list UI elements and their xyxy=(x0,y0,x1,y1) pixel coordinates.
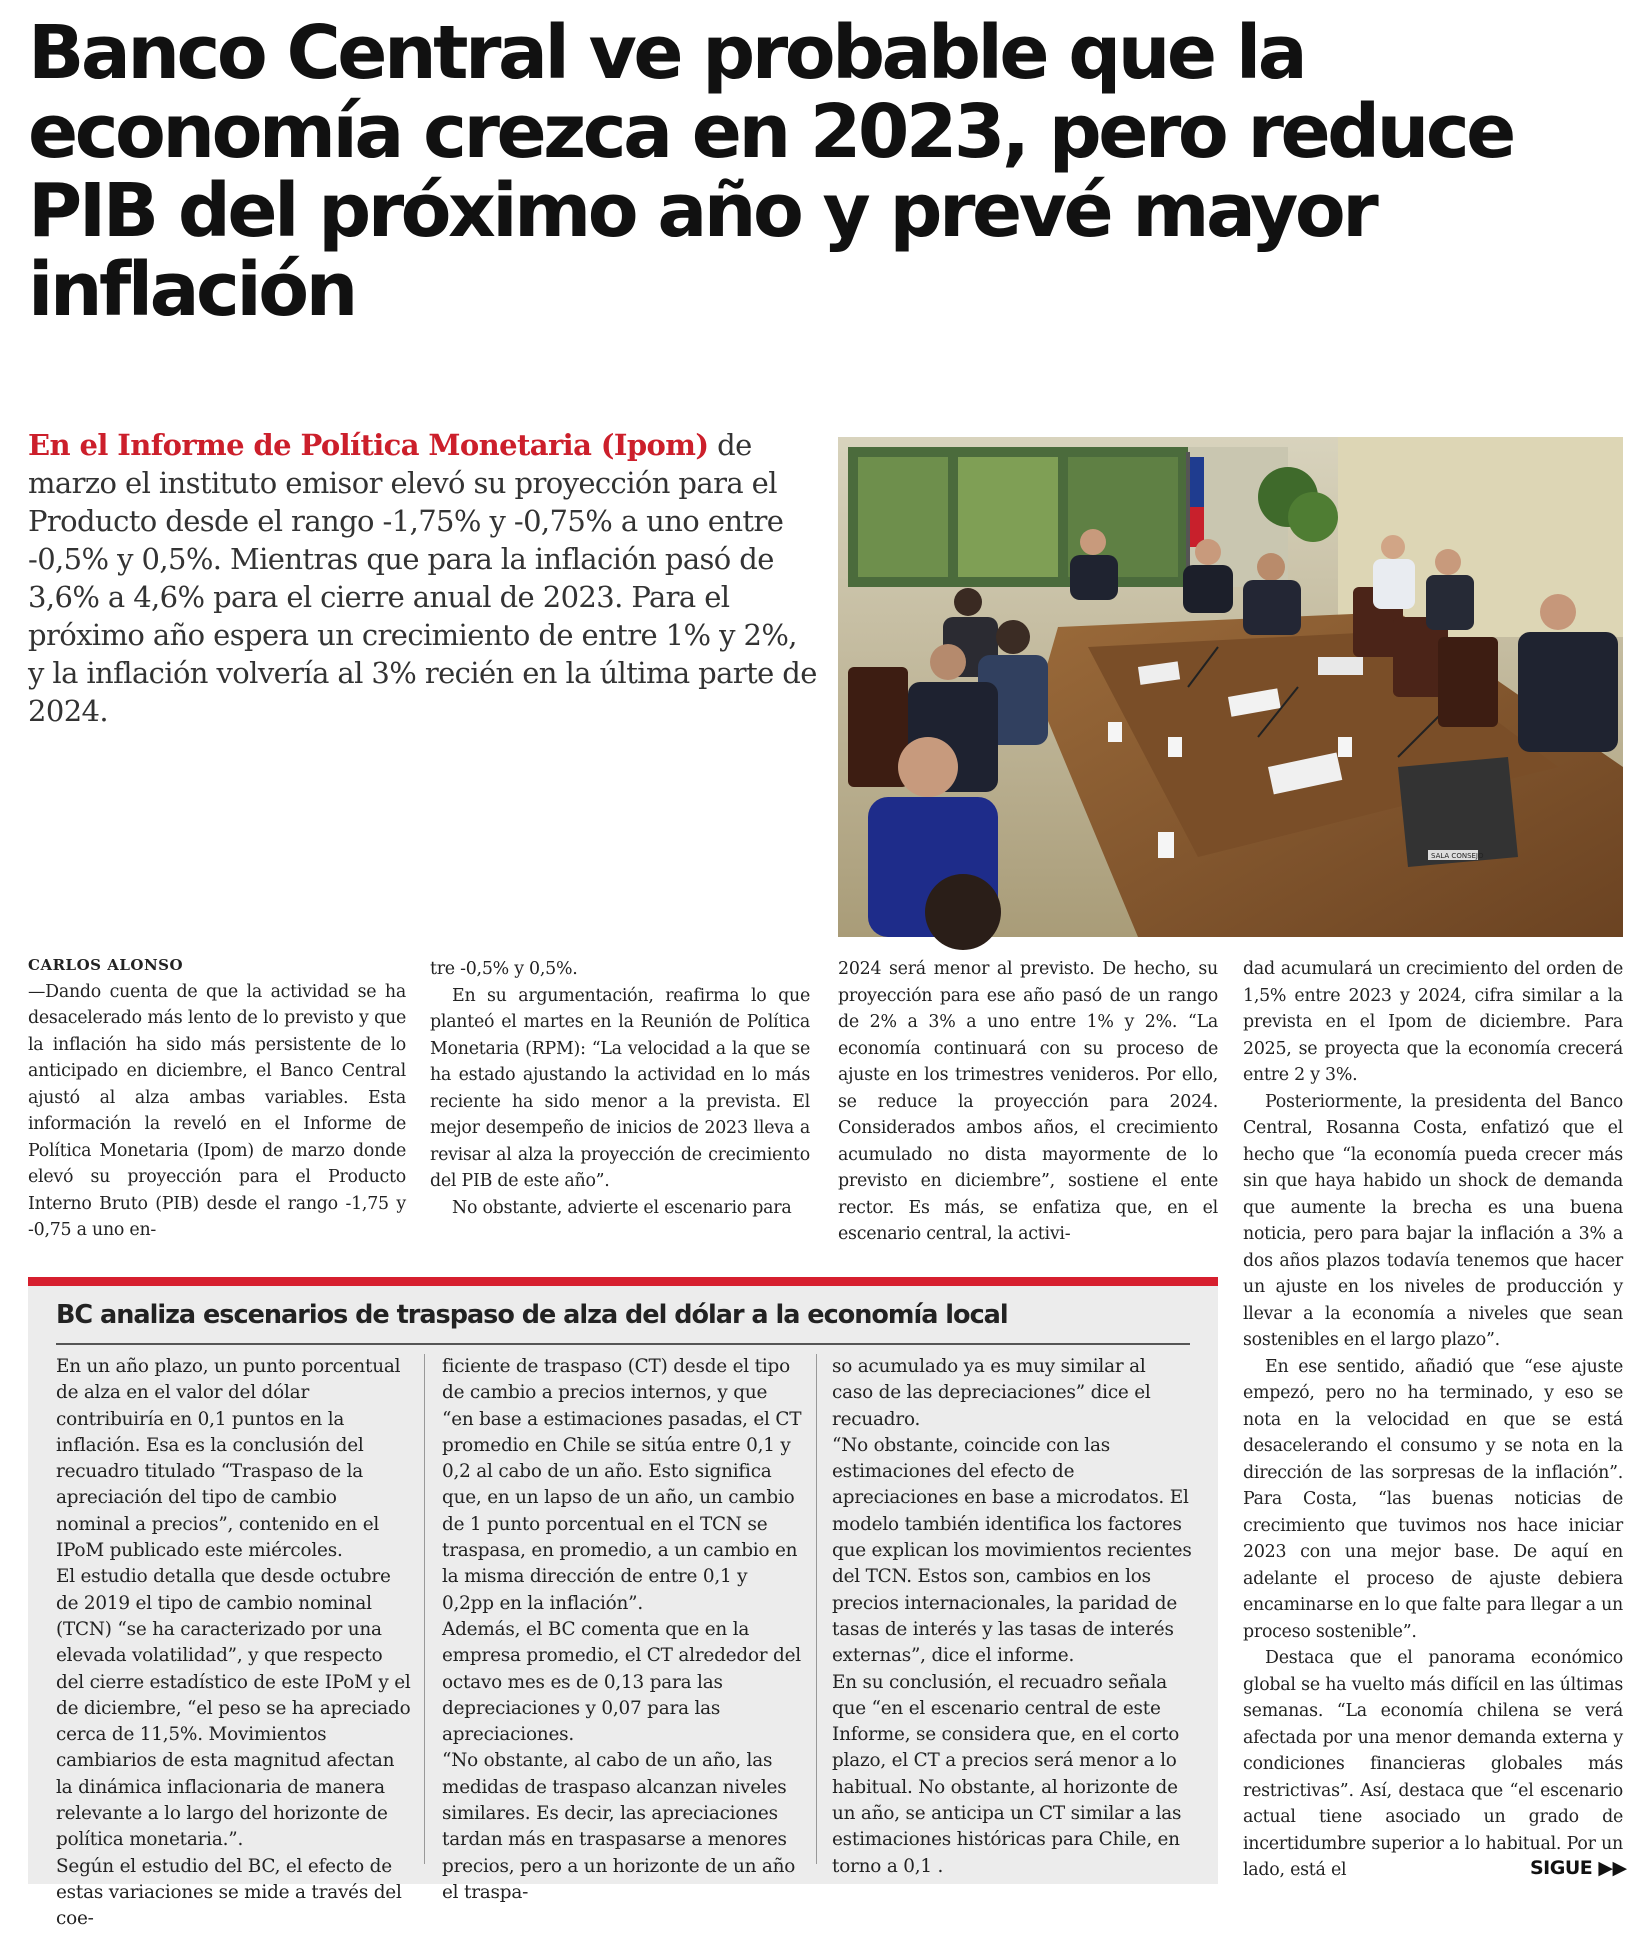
lead-highlight: En el Informe de Política Monetaria (Ipom) xyxy=(28,428,709,462)
sidebar-paragraph: Según el estudio del BC, el efecto de estas variaciones se mide a través del coe- xyxy=(56,1855,402,1930)
column-separator xyxy=(816,1354,817,1864)
article-paragraph: —Dando cuenta de que la actividad se ha desacelerado más lento de lo previsto y que la inflación ha sido más persistente de lo anticipado en diciembre, el Banco Central ajustó al alza ambas variables. Esta información la reveló en el Informe de Política Monetaria (Ipom) de marzo donde elevó su proyección para el Producto Interno Bruto (PIB) desde el rango -1,75 y -0,75 a uno en- xyxy=(28,981,406,1240)
article-paragraph: No obstante, advierte el escenario para xyxy=(452,1197,792,1218)
sidebar-box-divider xyxy=(56,1343,1190,1345)
sidebar-box-column-1 xyxy=(56,1354,412,1933)
sidebar-paragraph: El estudio detalla que desde octubre de 2019 el tipo de cambio nominal (TCN) “se ha caracterizado por una elevada volatilidad”, y que respecto del cierre estadístico de este IPoM y el de diciembre, “el peso se ha apreciado cerca de 11,5%. Movimientos cambiarios de esta magnitud afectan la dinámica inflacionaria de manera relevante a lo largo del horizonte de política monetaria.”. xyxy=(56,1566,411,1851)
article-paragraph: Posteriormente, la presidenta del Banco Central, Rosanna Costa, enfatizó que el hecho que “la economía pueda crecer más sin que haya habido un shock de demanda que aumente la brecha es una buena noticia, pero para bajar la inflación a 3% a dos años plazos todavía tenemos que hacer un ajuste en los niveles de producción y llevar a la economía a niveles que sean sostenibles en el largo plazo”. xyxy=(1243,1091,1623,1350)
sidebar-paragraph: Además, el BC comenta que en la empresa promedio, el CT alrededor del octavo mes es de 0,13 para las depreciaciones y 0,07 para las apreciaciones. xyxy=(442,1618,801,1746)
sidebar-paragraph: ficiente de traspaso (CT) desde el tipo de cambio a precios internos, y que “en base a estimaciones pasadas, el CT promedio en Chile se sitúa entre 0,1 y 0,2 al cabo de un año. Esto significa que, en un lapso de un año, un cambio de 1 punto porcentual en el TCN se traspasa, en promedio, a un cambio en la misma dirección de entre 0,1 y 0,2pp en la inflación”. xyxy=(442,1356,802,1614)
sidebar-box-column-2 xyxy=(442,1354,804,1906)
sidebar-paragraph: En su conclusión, el recuadro señala que “en el escenario central de este Informe, se considera que, en el corto plazo, el CT a precios será menor a lo habitual. No obstante, al horizonte de un año, se anticipa un CT similar a las estimaciones históricas para Chile, en torno a 0,1 . xyxy=(832,1671,1182,1877)
article-column-2 xyxy=(430,956,810,1221)
article-paragraph: Destaca que el panorama económico global se ha vuelto más difícil en las últimas semanas. “La economía chilena se verá afectada por una menor demanda externa y condiciones financieras globales más restrictivas”. Así, destaca que “el escenario actual tiene asociado un grado de incertidumbre superior a lo habitual. Por un lado, está el xyxy=(1243,1648,1623,1880)
article-paragraph: En su argumentación, reafirma lo que planteó el martes en la Reunión de Política Monetaria (RPM): “La velocidad a la que se ha estado ajustando la actividad en lo más reciente ha sido menor a la prevista. El mejor desempeño de inicios de 2023 lleva a revisar al alza la proyección de crecimiento del PIB de este año”. xyxy=(430,985,810,1191)
laptop-label: SALA CONSEJO xyxy=(1431,852,1484,860)
sidebar-paragraph: so acumulado ya es muy similar al caso de las depreciaciones” dice el recuadro. xyxy=(832,1356,1151,1430)
lead-paragraph xyxy=(28,426,818,730)
article-column-1 xyxy=(28,952,406,1244)
article-column-4 xyxy=(1243,956,1623,1884)
continue-marker: SIGUE ▶▶ xyxy=(1530,1857,1627,1879)
sidebar-paragraph: En un año plazo, un punto porcentual de alza en el valor del dólar contribuiría en 0,1 puntos en la inflación. Esa es la conclusión del recuadro titulado “Traspaso de la apreciación del tipo de cambio nominal a precios”, contenido en el IPoM publicado este miércoles. xyxy=(56,1356,401,1562)
headline: Banco Central ve probable que la economía crezca en 2023, pero reduce PIB del próximo año y prevé mayor inflación xyxy=(28,10,1513,333)
article-column-3 xyxy=(838,956,1218,1248)
article-paragraph: tre -0,5% y 0,5%. xyxy=(430,959,578,979)
byline: CARLOS ALONSO xyxy=(28,956,184,974)
meeting-photo xyxy=(838,437,1623,937)
article-paragraph: 2024 será menor al previsto. De hecho, su proyección para ese año pasó de un rango de 2% a 3% a uno entre 1% y 2%. “La economía continuará con su proceso de ajuste en los trimestres venideros. Por ello, se reduce la proyección para 2024. Considerados ambos años, el crecimiento acumulado no dista mayormente de lo previsto en diciembre”, sostiene el ente rector. Es más, se enfatiza que, en el escenario central, la activi- xyxy=(838,959,1218,1244)
meeting-photo-illustration xyxy=(838,437,1623,937)
sidebar-box-title: BC analiza escenarios de traspaso de alza del dólar a la economía local xyxy=(56,1300,1008,1330)
article-paragraph: En ese sentido, añadió que “ese ajuste empezó, pero no ha terminado, y eso se nota en la velocidad en que se está desacelerando el consumo y se nota en la dirección de las sorpresas de la inflación”. Para Costa, “las buenas noticias de crecimiento que tuvimos nos hace iniciar 2023 con una mejor base. De aquí en adelante el proceso de ajuste debiera encaminarse en lo que falte para llegar a un proceso sostenible”. xyxy=(1243,1356,1623,1642)
sidebar-box-accent-bar xyxy=(28,1277,1218,1286)
sidebar-paragraph: “No obstante, coincide con las estimaciones del efecto de apreciaciones en base a microdatos. El modelo también identifica los factores que explican los movimientos recientes del TCN. Estos son, cambios en los precios internacionales, la paridad de tasas de interés y las tasas de interés externas”, dice el informe. xyxy=(832,1434,1192,1667)
sidebar-box-column-3 xyxy=(832,1354,1192,1880)
article-paragraph: dad acumulará un crecimiento del orden de 1,5% entre 2023 y 2024, cifra similar a la prevista en el Ipom de diciembre. Para 2025, se proyecta que la economía crecerá entre 2 y 3%. xyxy=(1243,959,1623,1085)
column-separator xyxy=(424,1354,425,1864)
lead-text: de marzo el instituto emisor elevó su proyección para el Producto desde el rango -1,75% y -0,75% a uno entre -0,5% y 0,5%. Mientras que para la inflación pasó de 3,6% a 4,6% para el cierre anual de 2023. Para el próximo año espera un crecimiento de entre 1% y 2%, y la inflación volvería al 3% recién en la última parte de 2024. xyxy=(28,428,817,728)
sidebar-paragraph: “No obstante, al cabo de un año, las medidas de traspaso alcanzan niveles similares. Es decir, las apreciaciones tardan más en traspasarse a menores precios, pero a un horizonte de un año el traspa- xyxy=(442,1750,796,1903)
